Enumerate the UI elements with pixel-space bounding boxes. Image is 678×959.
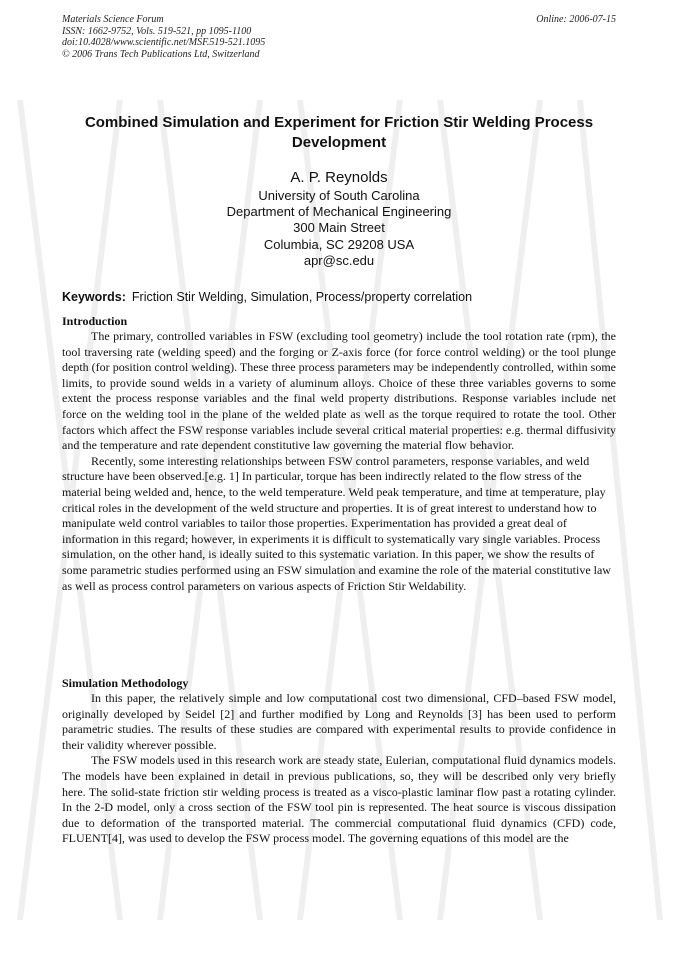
- paper-title: Combined Simulation and Experiment for Friction Stir Welding Process Development: [84, 114, 594, 151]
- doi-line: doi:10.4028/www.scientific.net/MSF.519-521.1095: [62, 37, 266, 48]
- introduction-paragraph-1: The primary, controlled variables in FSW (excluding tool geometry) include the tool rotation rate (rpm), the tool traversing rate (welding speed) and the forging or Z-axis force (for force control welding) or the tool plunge depth (for position control welding). These three process parameters may be independently controlled, within some limits, to provide sound welds in a variety of aluminum alloys. Choice of these three variables governs to some extent the process response variables and the final weld property distributions. Response variables include net force on the welding tool in the plane of the welded plate as well as the torque required to rotate the tool. Other factors which affect the FSW response variables include several critical material properties: e.g. thermal diffusivity and the temperature and rate dependent constitutive law governing the material flow behavior.: [62, 329, 616, 453]
- author-email: apr@sc.edu: [303, 252, 375, 268]
- keywords-label: Keywords:: [62, 290, 126, 304]
- methodology-heading: Simulation Methodology: [62, 676, 189, 690]
- methodology-paragraph-2: The FSW models used in this research work are steady state, Eulerian, computational fluid dynamics models. The models have been explained in detail in previous publications, so, they will be described only very briefly here. The solid-state friction stir welding process is treated as a visco-plastic laminar flow past a rotating cylinder. In the 2-D model, only a cross section of the FSW tool pin is represented. The heat source is viscous dissipation due to deformation of the transported material. The commercial computational fluid dynamics (CFD) code, FLUENT[4], was used to develop the FSW process model. The governing equations of this model are the: [62, 753, 616, 846]
- journal-name: Materials Science Forum: [62, 14, 164, 25]
- online-date: Online: 2006-07-15: [536, 14, 616, 25]
- keywords-text: Friction Stir Welding, Simulation, Process/property correlation: [131, 290, 473, 304]
- journal-header: [62, 14, 265, 60]
- introduction-paragraph-2: Recently, some interesting relationships between FSW control parameters, response variables, and weld structure have been observed.[e.g. 1] In particular, torque has been indirectly related to the flow stress of the material being welded and, hence, to the weld temperature. Weld peak temperature, and time at temperature, play critical roles in the development of the weld structure and properties. It is of great interest to understand how to manipulate weld control variables to tailor those properties. Experimentation has provided a great deal of information in this regard; however, in experiments it is difficult to systematically vary single variables. Process simulation, on the other hand, is ideally suited to this systematic variation. In this paper, we show the results of some parametric studies performed using an FSW simulation and examine the role of the material constitutive law as well as process control parameters on various aspects of Friction Stir Weldability.: [62, 453, 611, 593]
- affiliation-university: University of South Carolina: [258, 188, 420, 203]
- copyright-line: © 2006 Trans Tech Publications Ltd, Switzerland: [62, 48, 260, 60]
- author-name: A. P. Reynolds: [290, 169, 388, 186]
- affiliation-city: Columbia, SC 29208 USA: [263, 236, 415, 252]
- methodology-section: [62, 676, 616, 847]
- affiliation-department: Department of Mechanical Engineering: [226, 204, 452, 220]
- methodology-paragraph-1: In this paper, the relatively simple and low computational cost two dimensional, CFD–based FSW model, originally developed by Seidel [2] and further modified by Long and Reynolds [3] has been used to perform parametric studies. The results of these studies are compared with experimental results to provide confidence in their validity wherever possible.: [62, 691, 616, 752]
- author-block: [62, 168, 616, 269]
- introduction-heading: Introduction: [62, 314, 128, 328]
- issn-line: ISSN: 1662-9752, Vols. 519-521, pp 1095-1100: [62, 25, 252, 37]
- affiliation-street: 300 Main Street: [293, 220, 385, 236]
- keywords: [62, 289, 622, 305]
- introduction-section: [62, 314, 616, 594]
